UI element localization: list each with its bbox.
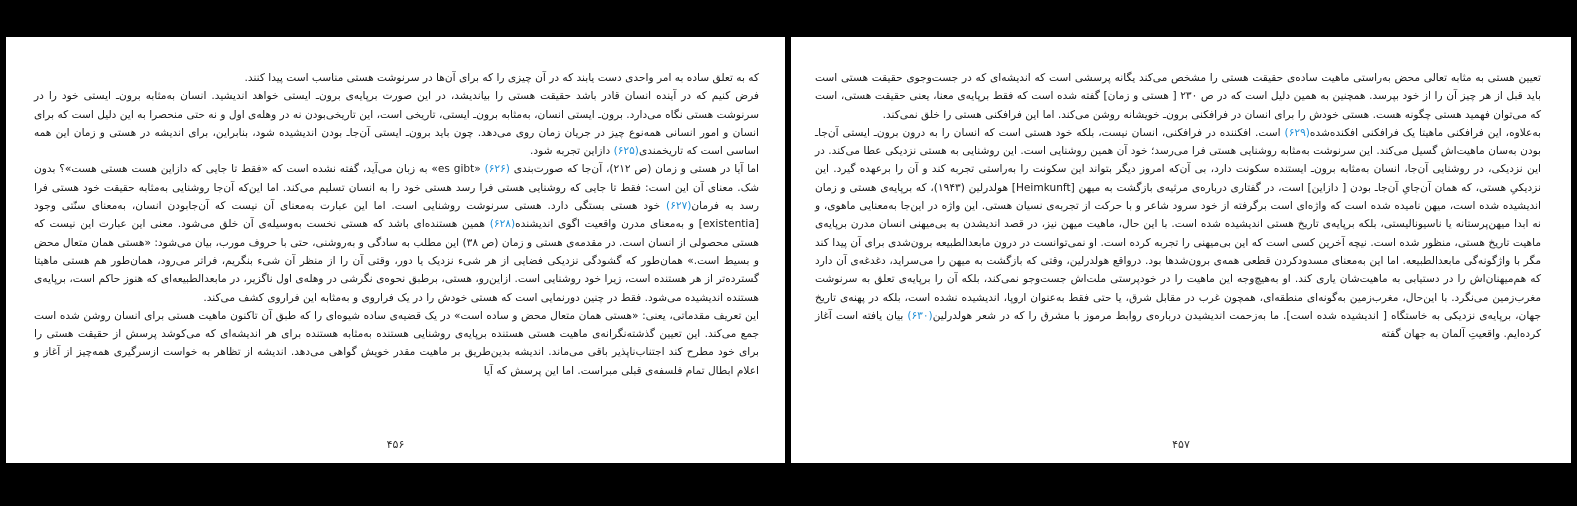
paragraph — [815, 69, 1541, 124]
book-page-right — [791, 37, 1571, 463]
text-run: بیان یافته است آغاز کرده‌ایم. واقعیتِ آلمان به جهان گفته — [815, 309, 1541, 341]
page-number: ۴۵۶ — [386, 438, 405, 451]
paragraph — [34, 87, 759, 160]
text-run: همین هستنده‌ای باشد که هستی نخست به‌وسیله‌ی آن خلق می‌شود. معنی این عبارت این نیست که هستی محصولی از انسان است. در مقدمه‌ی هستی و زمان (ص ۳۸) این مطلب به سادگی و به‌روشنی، حتی با حروف مورب، بیان می‌شود: «هستی همان متعال محض و بسیط است.» همان‌طور که گشودگی نزدیکی فضایی از هر شیء نزدیک یا دور، وقتی آن را از منظر آن شیء بنگریم، فراتر می‌رود، همان‌طور هم هستی ماهیتا گسترده‌تر از هر هستنده است، زیرا خود روشنایی است. ازاین‌رو، هستی، برطبق نحوه‌ی نگرشی در وهله‌ی اول ناگزیر، در مابعدالطبیعه‌ای که هنوز حاکم است، برپایه‌ی هستنده اندیشیده می‌شود. فقط در چنین دورنمایی است که هستی خودش را در یک فراروی و به‌مثابه این فراروی کشف می‌کند. — [34, 218, 760, 304]
text-run: این تعریف مقدماتی، یعنی: «هستی همان متعال محض و ساده است» در یک قضیه‌ی ساده شیوه‌ای را که طبق آن تاکنون ماهیت هستی برای انسان روشن شده است جمع می‌کند. این تعیین گذشته‌نگرانه‌ی ماهیت هستی هستنده برپایه‌ی روشنایی هستنده به‌مثابه هستنده برای هر اندیشه‌ای که می‌کوشد پرسش از حقیقت هستی را برای خود مطرح کند اجتناب‌ناپذیر باقی می‌ماند. اندیشه بدین‌طریق بر ماهیت مقدر خویش گواهی می‌دهد. اندیشه از تظاهر به خواست ازسرگیری همه‌چیز از آغاز و اعلام ابطال تمام فلسفه‌ی قبلی مبراست. اما این پرسش که آیا — [34, 309, 759, 377]
footnote-reference-link[interactable]: (۶۲۹) — [1284, 126, 1310, 139]
paragraph — [34, 69, 759, 87]
footnote-reference-link[interactable]: (۶۲۷) — [666, 200, 692, 213]
page-number: ۴۵۷ — [1172, 438, 1190, 451]
text-run: به‌علاوه، این فرافکنی ماهیتا یک فرافکنی افکنده‌شده — [1309, 126, 1541, 139]
footnote-reference-link[interactable]: (۶۲۵) — [613, 145, 639, 158]
footnote-reference-link[interactable]: (۶۳۰) — [907, 309, 933, 322]
book-page-left — [6, 37, 785, 463]
footnote-reference-link[interactable]: (۶۲۶) — [484, 163, 510, 176]
text-run: اما آیا در هستی و زمان (ص ۲۱۲)، آن‌جا که صورت‌بندی — [509, 163, 759, 176]
paragraph — [34, 160, 759, 306]
text-run: که به تعلق ساده به امر واحدی دست یابند که در آن چیزی را که برای آن‌ها در سرنوشت هستی مناسب است پیدا کنند. — [244, 72, 759, 84]
page-text — [815, 69, 1541, 343]
text-run: خود هستی بستگی دارد. هستی سرنوشت روشنایی است. اما این عبارت به‌معنای آن نیست که آن‌جابودن انسان، به‌معنای سنّتی وجود [existentia] و به‌معنای مدرن واقعیت اگوی اندیشنده — [34, 200, 760, 231]
paragraph — [815, 124, 1541, 344]
paragraph — [34, 307, 759, 380]
text-run: فرض کنیم که در آینده انسان قادر باشد حقیقت هستی را بیاندیشد، در این صورت برپایه‌ی برون‌ـ ایستی خواهد اندیشید. انسان به‌مثابه برون‌ـ ایستی خود را در سرنوشت هستی نگاه می‌دارد. برون‌ـ ایستی انسان، به‌مثابه برون‌ـ ایستی، تاریخی است، این تاریخی‌بودن نه در وهله‌ی اول و نه حتی منحصرا به این دلیل است که برای انسان و امور انسانی همه‌نوع چیز در جریان زمان روی می‌دهد. چون باید برون‌ـ ایستی آن‌جاـ بودن اندیشیده شود، بنابراین، برای اندیشه در هستی و زمان این همه اساسی است که تاریخمندی — [34, 90, 759, 158]
footnote-reference-link[interactable]: (۶۲۸) — [489, 218, 516, 231]
text-run: دازاین تجربه شود. — [530, 145, 614, 158]
text-run: است. افکننده در فرافکنی، انسان نیست، بلکه خود هستی است که انسان را به درون برون‌ـ ایستی آن‌جاـ بودن به‌سان ماهیت‌اش گسیل می‌کند. این سرنوشت به‌مثابه روشنایی هستی فرا می‌رسد؛ خود آن همین روشنایی است. این روشنایی به هستی نزدیکی عطا می‌کند. در این نزدیکی، در روشنایی آن‌جا، انسان به‌مثابه برون‌ـ ایستنده سکونت دارد، بی آن‌که امروز دیگر بتواند این سکونت را به‌راستی تجربه کند و آن را برعهده گیرد. این نزدیکیِ هستی، که همان آن‌جایِ آن‌جاـ بودن [ دازاین] است، در گفتاری درباره‌ی مرثیه‌ی بازگشت به میهن [Heimkunft] هولدرلین (۱۹۴۳)، که برپایه‌ی هستی و زمان اندیشیده شده است، میهن نامیده شده است که واژه‌ای است برگرفته از خود سرود شاعر و با حرکت از تجربه‌ی نسیان هستی. این واژه در این‌جا به‌معنایی ماهوی، و نه ابدا میهن‌پرستانه یا ناسیونالیستی، بلکه برپایه‌ی تاریخ هستی اندیشیده شده است. با این حال، ماهیت میهن نیز، در قصد اندیشدن به بی‌میهنی انسان مدرن برپایه‌ی ماهیت تاریخ هستی، منظور شده است. نیچه آخرین کسی است که این بی‌میهنی را تجربه کرده است. او نمی‌توانست در درون مابعدالطبیعه برون‌شدی برای آن پیدا کند مگر با واژگونه‌گی مابعدالطبیعه. اما این به‌معنای مسدودکردن قطعی همه‌ی برون‌شدها بود. درواقع هولدرلین، وقتی که بازگشت به میهن را می‌سراید، دغدغه‌ی آن دارد که هم‌میهنان‌اش را در دستیابی به ماهیت‌شان یاری کند. او به‌هیچ‌وجه این ماهیت را در خودپرستی ملت‌اش جست‌وجو نمی‌کند، بلکه آن را برپایه‌ی تعلق به سرنوشت مغرب‌زمین می‌نگرد. با این‌حال، مغرب‌زمین به‌گونه‌ای منطقه‌ای، همچون غرب در مقابل شرق، یا حتی فقط به‌عنوان اروپا، اندیشیده نشده است، بلکه در پهنه‌ی تاریخ جهان، برپایه‌ی نزدیکی به خاستگاه [ اندیشیده شده است]. ما به‌زحمت اندیشیدن درباره‌ی روابط مرموز با مشرق را که در شعر هولدرلین — [815, 126, 1541, 322]
page-text — [34, 69, 759, 380]
text-run: تعیین هستی به مثابه تعالی محض به‌راستی ماهیت ساده‌ی حقیقت هستی را مشخص می‌کند یگانه پرسشی است که اندیشه‌ای که در جست‌وجوی حقیقت هستی است باید قبل از هر چیز آن را از خود بپرسد. همچنین به همین دلیل است که در ص ۲۳۰ [ هستی و زمان] گفته شده است که فقط برپایه‌ی معنا، یعنی حقیقت هستی، است که می‌توان فهمید هستی چگونه هست. هستی خودش را برای انسان در فرافکنی برون‌ـ خویشانه روشن می‌کند. اما این فرافکنی هستی را خلق نمی‌کند. — [815, 72, 1541, 121]
text-run: «es gibt» به زبان می‌آید، گفته نشده است که «فقط تا جایی که دازاین هست هستی هست»؟ بدون شک. معنای آن این است: فقط تا جایی که روشنایی هستی فرا رسد هستی خود را به انسان تسلیم می‌کند. اما این‌که آن‌جا روشنایی به‌مثابه حقیقت خود هستی فرا رسد به فرمان — [34, 163, 760, 213]
